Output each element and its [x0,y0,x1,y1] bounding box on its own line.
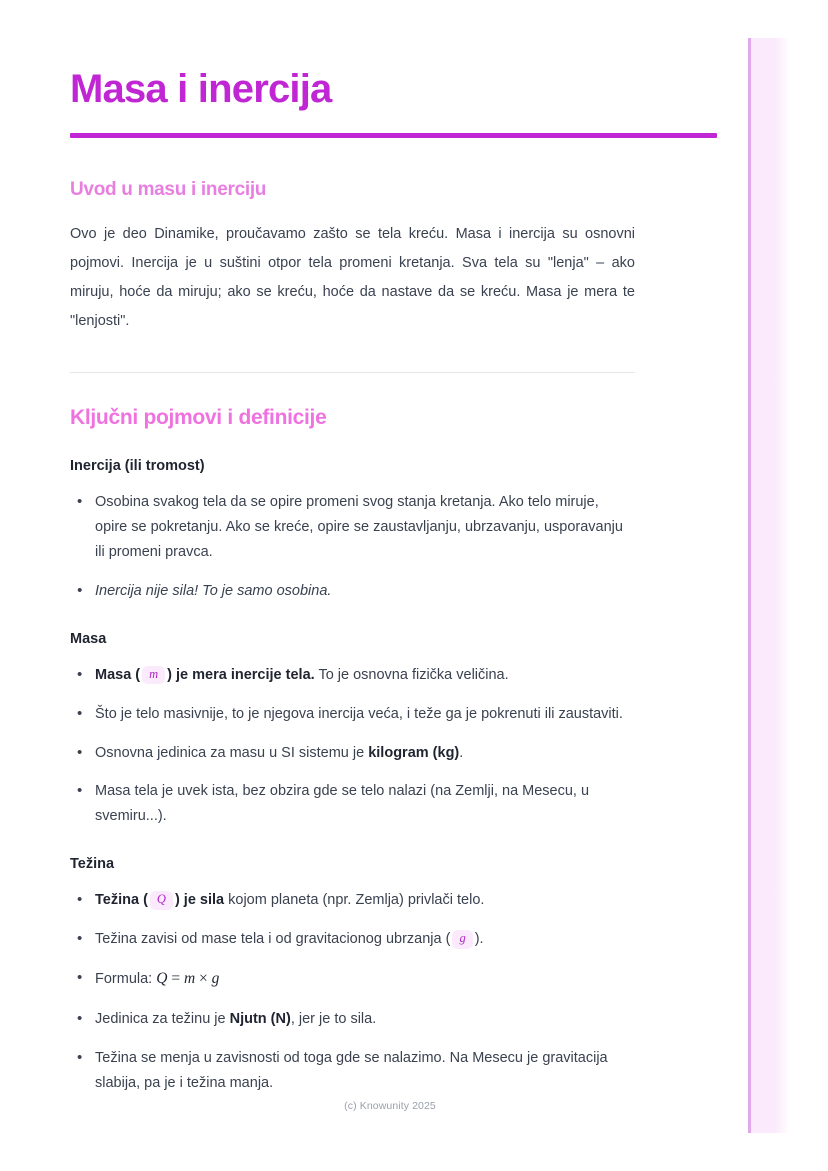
formula-label: Formula: [95,971,157,988]
document-content [70,0,635,1096]
tezina-unit-post: , jer je to sila. [290,1010,377,1027]
list-item [70,966,635,993]
masa-definition-lead2: ) je mera inercije tela. [167,666,315,683]
masa-definition-lead: Masa ( [95,666,141,683]
math-chip-q: Q [150,891,173,910]
masa-unit-value: kilogram (kg) [368,744,460,761]
intro-paragraph: Ovo je deo Dinamike, proučavamo zašto se tela kreću. Masa i inercija su osnovni pojmovi. Inercija je u suštini otpor tela promeni kretanja. Sva tela su "lenja" – ako miruju, hoće da miruju; ako se kreću, hoće da nastave da se kreću. Masa je mera te "lenjosti". [70,225,635,329]
list-item: • Osobina svakog tela da se opire promeni svog stanja kretanja. Ako telo miruje, opire se pokretanju. Ako se kreće, opire se zaustavljanju, ubrzavanju, usporavanju ili promeni pravca. [70,490,635,565]
list-item [70,888,635,913]
section-heading-intro: Uvod u masu i inerciju [70,179,267,201]
page-title: Masa i inercija [70,67,332,111]
tezina-unit-value: Njutn (N) [229,1010,291,1027]
tezina-depends-post: ). [474,931,484,948]
formula-term-g: g [211,970,220,988]
formula-term-m: m [183,970,196,988]
subheading-tezina: Težina [70,856,115,873]
formula-expression [156,970,219,987]
list-item [70,741,635,766]
tezina-definition-lead2: ) je sila [174,892,225,909]
list-item [70,663,635,688]
section-heading-key-terms: Ključni pojmovi i definicije [70,405,327,429]
list-inercija [70,476,635,604]
formula-term-q: Q [156,970,168,988]
footer-copyright: (c) Knowunity 2025 [344,1100,436,1112]
masa-unit-post: . [459,744,464,761]
tezina-definition-lead: Težina ( [95,892,148,909]
tezina-depends-pre: Težina zavisi od mase tela i od gravitacionog ubrzanja ( [95,931,451,948]
formula-equals: = [167,970,184,988]
math-chip-m: m [142,666,165,685]
formula-times: × [195,970,212,988]
list-item: • Masa tela je uvek ista, bez obzira gde se telo nalazi (na Zemlji, na Mesecu, u svemiru...). [70,779,635,829]
masa-definition-rest: To je osnovna fizička veličina. [314,666,509,683]
list-item [70,927,635,952]
list-item: • Težina se menja u zavisnosti od toga gde se nalazimo. Na Mesecu je gravitacija slabija, pa je i težina manja. [70,1046,635,1096]
math-chip-g: g [452,930,472,949]
list-item: • Inercija nije sila! To je samo osobina. [70,579,635,604]
list-tezina [70,874,635,1095]
list-item [70,1007,635,1032]
list-item: • Što je telo masivnije, to je njegova inercija veća, i teže ga je pokrenuti ili zaustaviti. [70,702,635,727]
masa-unit-pre: Osnovna jedinica za masu u SI sistemu je [95,744,369,761]
subheading-masa: Masa [70,630,107,647]
tezina-definition-rest: kojom planeta (npr. Zemlja) privlači telo. [224,892,485,909]
subheading-inercija: Inercija (ili tromost) [70,458,205,475]
list-masa [70,649,635,830]
tezina-unit-pre: Jedinica za težinu je [95,1010,230,1027]
